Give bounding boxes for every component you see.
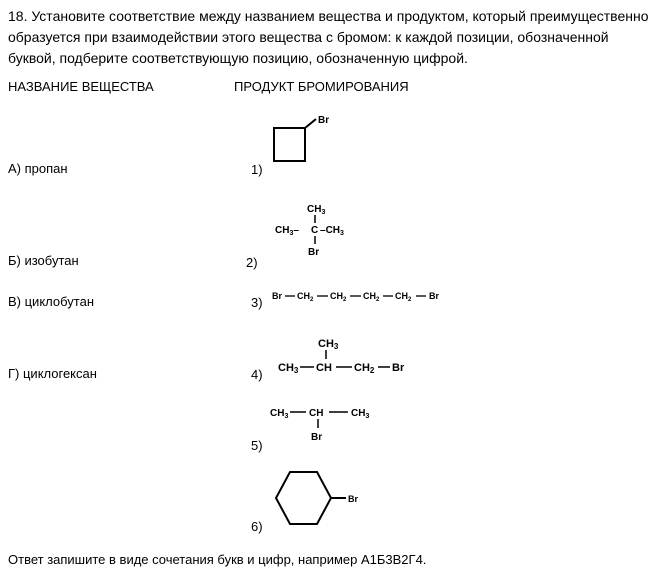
p4-br: Br	[392, 362, 405, 374]
p4-center-ch: CH	[316, 362, 332, 374]
p2-left-ch3: $CH_3-$	[275, 225, 299, 237]
p3-ch2-1: $CH_2$	[297, 291, 314, 303]
product-4-structure	[278, 338, 405, 375]
p4-ch2: CH2	[354, 362, 375, 375]
p2-center-c: C	[311, 225, 319, 236]
substance-a-label: А) пропан	[8, 161, 68, 176]
product-4-number: 4)	[251, 367, 263, 382]
cyclohexane-ring	[276, 472, 331, 524]
product-6-br: Br	[348, 494, 359, 504]
cyclobutane-ring	[274, 128, 305, 161]
p4-left-ch3: CH3	[278, 362, 299, 375]
product-5-structure	[270, 408, 369, 443]
product-2-number: 2)	[246, 255, 258, 270]
p2-top-ch3: $CH_3$	[307, 204, 326, 216]
substance-d-label: Г) циклогексан	[8, 366, 97, 381]
product-1-number: 1)	[251, 162, 263, 177]
p3-br-left: Br	[272, 291, 283, 301]
bond-ring-br	[305, 119, 316, 128]
p3-br-right: Br	[429, 291, 440, 301]
p3-ch2-2: $CH_2$	[330, 291, 347, 303]
header-bromination-product: ПРОДУКТ БРОМИРОВАНИЯ	[234, 79, 409, 94]
p5-br: Br	[311, 432, 323, 443]
product-2-structure	[275, 204, 344, 258]
product-1-structure	[274, 119, 316, 161]
product-3-number: 3)	[251, 295, 263, 310]
p2-right-ch3: $-CH_3$	[320, 225, 344, 237]
product-1-br: Br	[318, 115, 330, 126]
header-substance-name: НАЗВАНИЕ ВЕЩЕСТВА	[8, 79, 154, 94]
substance-b-label: Б) изобутан	[8, 253, 79, 268]
question-line-3: буквой, подберите соответствующую позицию, обозначенную цифрой.	[8, 50, 468, 66]
product-3-structure	[272, 291, 439, 303]
question-line-1: 18. Установите соответствие между названием вещества и продуктом, который преимущественно	[8, 8, 649, 24]
product-6-structure	[276, 472, 346, 524]
question-line-2: образуется при взаимодействии этого вещества с бромом: к каждой позиции, обозначенной	[8, 29, 609, 45]
product-6-number: 6)	[251, 519, 263, 534]
p5-left-ch3: $CH_3$	[270, 408, 289, 420]
substance-c-label: В) циклобутан	[8, 294, 94, 309]
product-5-number: 5)	[251, 438, 263, 453]
p5-right-ch3: $CH_3$	[351, 408, 370, 420]
p2-br: Br	[308, 247, 320, 258]
p3-ch2-3: $CH_2$	[363, 291, 380, 303]
p3-ch2-4: $CH_2$	[395, 291, 412, 303]
p4-top-ch3: CH3	[318, 338, 339, 351]
answer-instructions: Ответ запишите в виде сочетания букв и цифр, например А1Б3В2Г4.	[8, 552, 427, 567]
p5-center-ch: CH	[309, 408, 324, 419]
